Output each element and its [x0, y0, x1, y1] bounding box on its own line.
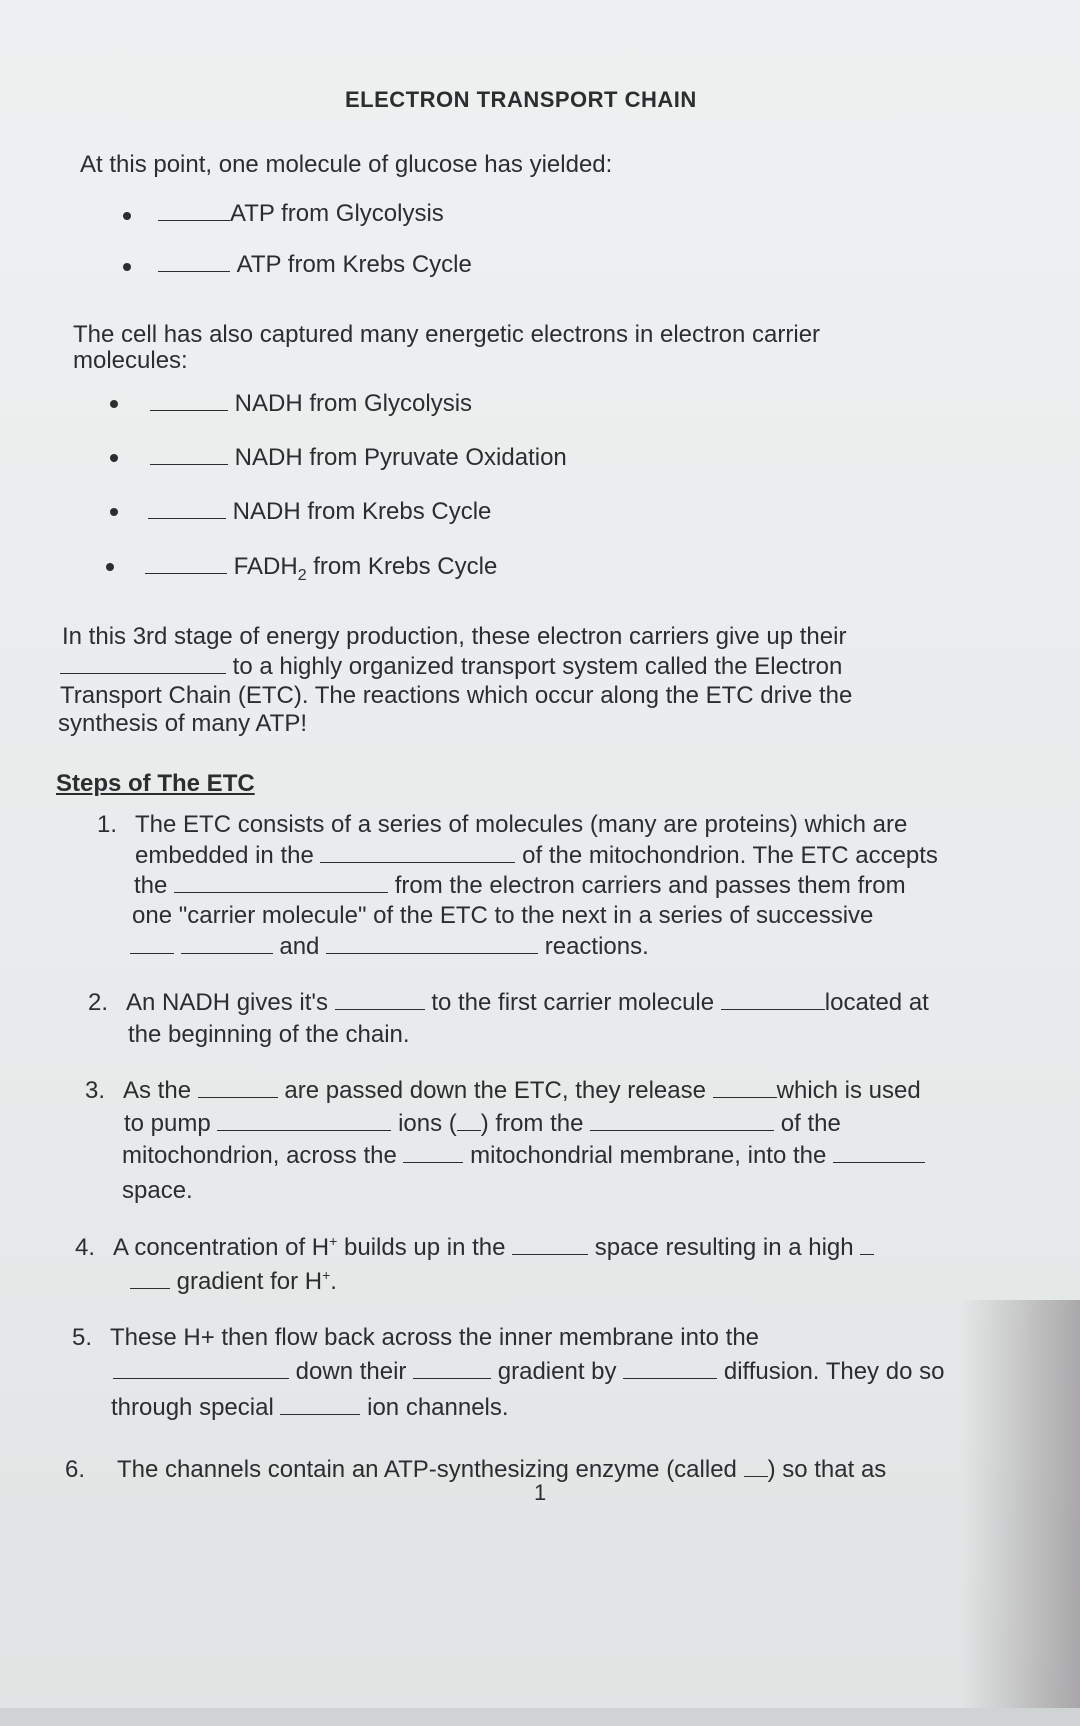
page-number: 1	[534, 1480, 547, 1505]
page-title: ELECTRON TRANSPORT CHAIN	[345, 87, 697, 112]
answer-blank[interactable]	[623, 1358, 717, 1379]
answer-blank[interactable]	[335, 989, 425, 1010]
answer-blank[interactable]	[181, 933, 273, 954]
answer-blank[interactable]	[833, 1142, 925, 1163]
step-5-line-3: through special ion channels.	[111, 1394, 509, 1421]
answer-blank[interactable]	[60, 653, 226, 674]
list-item: NADH from Krebs Cycle	[148, 497, 491, 527]
answer-blank[interactable]	[280, 1394, 360, 1415]
step-3-line-2: to pump ions ( ) from the of the	[124, 1110, 841, 1137]
step-2-line-2: the beginning of the chain.	[128, 1021, 410, 1048]
step-4-line-1: 4. A concentration of H+ builds up in the space resulting in a high	[75, 1233, 874, 1263]
step-1-line-3: the from the electron carriers and passes them from	[134, 872, 906, 899]
step-2-line-1: 2. An NADH gives it's to the first carrier molecule located at	[88, 989, 929, 1016]
answer-blank[interactable]	[403, 1142, 463, 1163]
carriers-intro-line-2: molecules:	[73, 347, 188, 374]
bullet-icon	[106, 563, 114, 571]
list-item: ATP from Glycolysis	[158, 199, 444, 229]
answer-blank[interactable]	[150, 444, 228, 465]
stage-line-2: to a highly organized transport system called the Electron	[60, 652, 842, 682]
answer-blank[interactable]	[512, 1234, 588, 1255]
step-3-line-3: mitochondrion, across the mitochondrial membrane, into the	[122, 1141, 925, 1171]
steps-heading: Steps of The ETC	[56, 770, 255, 797]
stage-line-4: synthesis of many ATP!	[58, 710, 307, 737]
answer-blank[interactable]	[145, 553, 227, 574]
answer-blank[interactable]	[713, 1077, 777, 1098]
bullet-icon	[110, 400, 118, 408]
answer-blank[interactable]	[150, 390, 228, 411]
answer-blank[interactable]	[113, 1358, 289, 1379]
answer-blank[interactable]	[326, 933, 538, 954]
page-bottom-edge	[0, 1708, 1080, 1726]
stage-line-1: In this 3rd stage of energy production, these electron carriers give up their	[62, 623, 847, 650]
answer-blank[interactable]	[148, 498, 226, 519]
answer-blank[interactable]	[198, 1077, 278, 1098]
list-item: ATP from Krebs Cycle	[158, 250, 472, 280]
bullet-icon	[110, 508, 118, 516]
intro-text: At this point, one molecule of glucose has yielded:	[80, 151, 613, 178]
answer-blank[interactable]	[158, 251, 230, 272]
bullet-icon	[123, 212, 131, 220]
answer-blank[interactable]	[320, 842, 515, 863]
step-3-line-1: 3. As the are passed down the ETC, they release which is used	[85, 1077, 921, 1104]
answer-blank[interactable]	[860, 1234, 874, 1255]
bullet-icon	[123, 263, 131, 271]
answer-blank[interactable]	[130, 1268, 170, 1289]
list-item: $FADH_2$ from Krebs Cycle	[145, 552, 497, 582]
answer-blank[interactable]	[590, 1110, 774, 1131]
step-1-line-5: and reactions.	[130, 932, 649, 962]
list-item: NADH from Glycolysis	[150, 389, 472, 419]
page-shadow	[960, 1300, 1080, 1726]
list-item: NADH from Pyruvate Oxidation	[150, 443, 567, 473]
answer-blank[interactable]	[158, 200, 230, 221]
step-1-line-4: one "carrier molecule" of the ETC to the next in a series of successive	[132, 902, 874, 929]
step-1-line-1: 1. The ETC consists of a series of molecules (many are proteins) which are	[97, 811, 908, 838]
answer-blank[interactable]	[744, 1456, 768, 1477]
step-5-line-2: down their gradient by diffusion. They do so	[113, 1357, 944, 1387]
bullet-icon	[110, 454, 118, 462]
answer-blank[interactable]	[174, 872, 388, 893]
step-6-line-1: 6. The channels contain an ATP-synthesizing enzyme (called ) so that as	[65, 1456, 887, 1483]
step-1-line-2: embedded in the of the mitochondrion. The ETC accepts	[135, 842, 938, 869]
answer-blank[interactable]	[457, 1110, 481, 1131]
step-3-line-4: space.	[122, 1177, 193, 1204]
step-4-line-2: gradient for H+.	[130, 1267, 337, 1297]
answer-blank[interactable]	[130, 933, 174, 954]
answer-blank[interactable]	[217, 1110, 391, 1131]
stage-line-3: Transport Chain (ETC). The reactions which occur along the ETC drive the	[60, 682, 853, 709]
answer-blank[interactable]	[721, 989, 825, 1010]
answer-blank[interactable]	[413, 1358, 491, 1379]
step-5-line-1: 5. These H+ then flow back across the inner membrane into the	[72, 1324, 760, 1351]
carriers-intro-line-1: The cell has also captured many energetic electrons in electron carrier	[73, 321, 821, 348]
